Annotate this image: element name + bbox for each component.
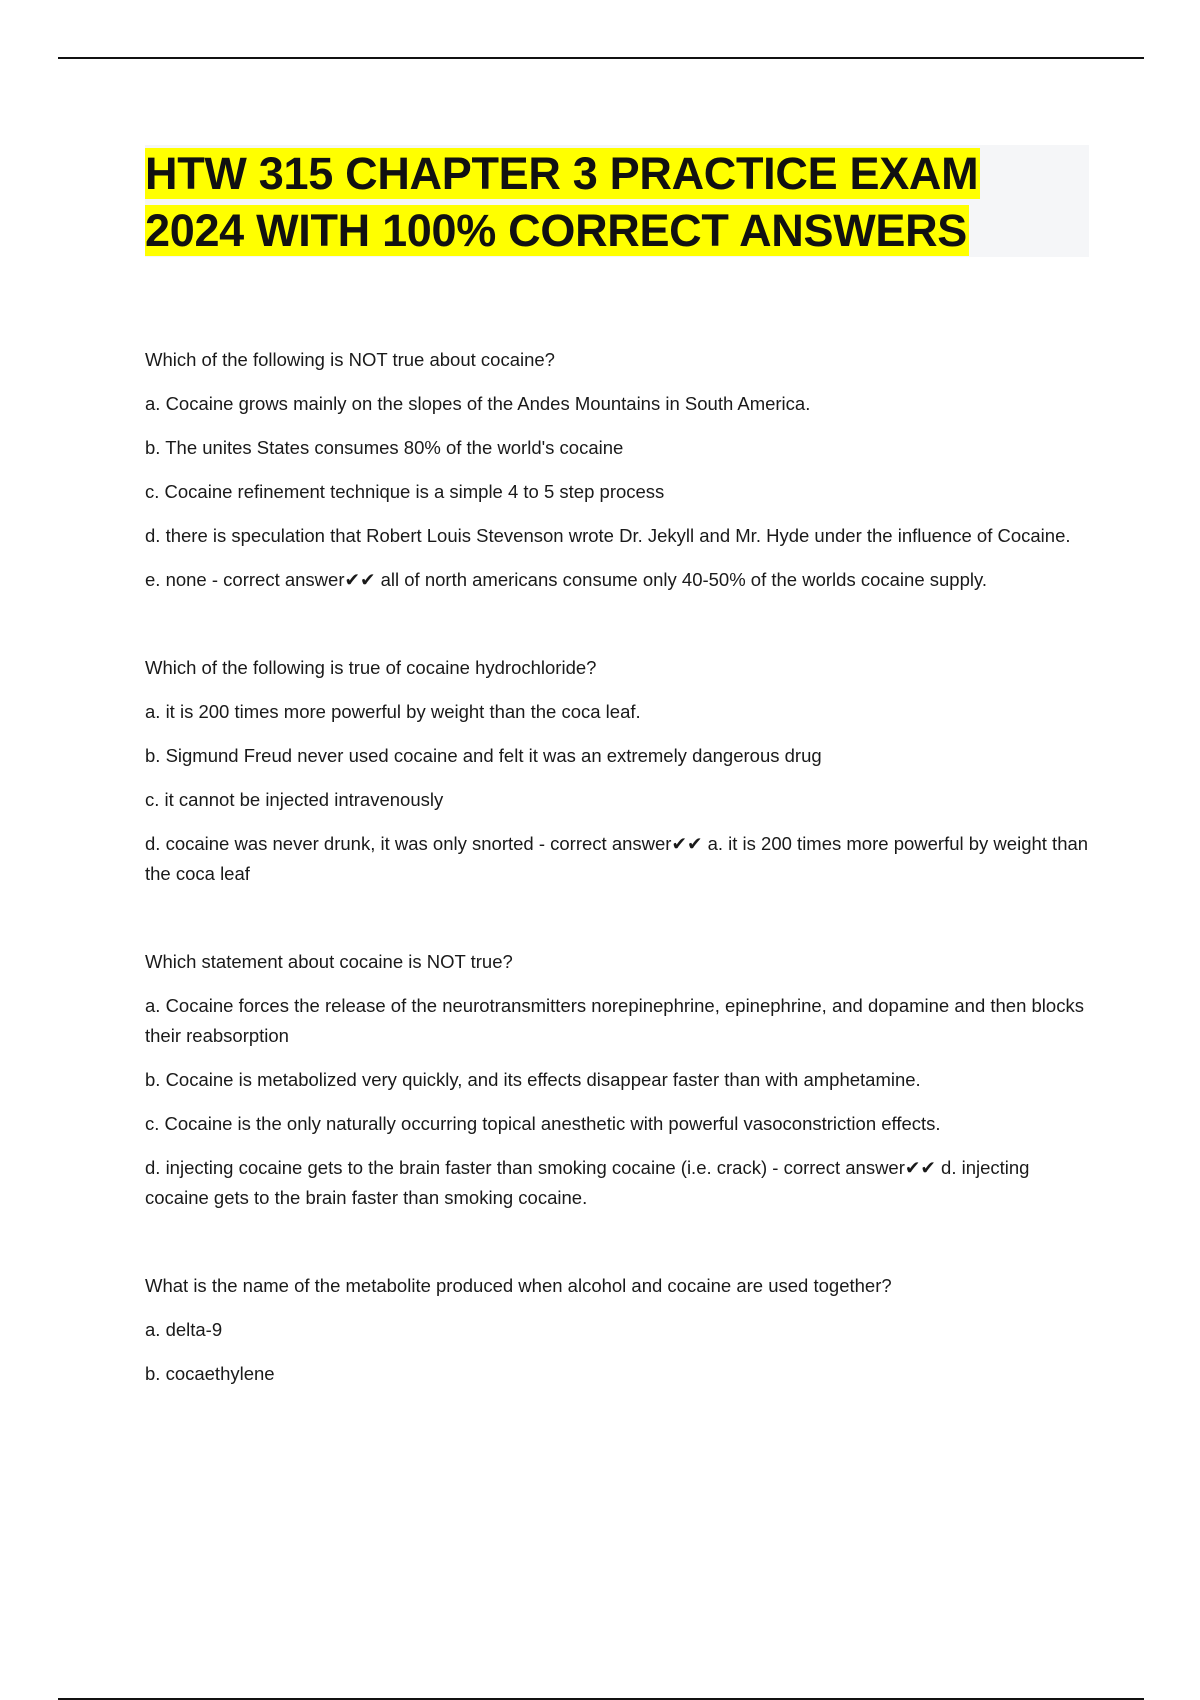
question-text: Which of the following is true of cocaine hydrochloride? xyxy=(145,657,597,678)
question-list xyxy=(145,345,1089,1447)
answer-option: b. The unites States consumes 80% of the world's cocaine xyxy=(145,437,624,458)
title-line-1: HTW 315 CHAPTER 3 PRACTICE EXAM xyxy=(145,148,979,199)
answer-option: d. there is speculation that Robert Louis Stevenson wrote Dr. Jekyll and Mr. Hyde under the influence of Cocaine. xyxy=(145,525,1071,546)
answer-option: c. Cocaine is the only naturally occurring topical anesthetic with powerful vasoconstriction effects. xyxy=(145,1113,941,1134)
question-block xyxy=(145,947,1089,1213)
top-rule xyxy=(58,57,1144,59)
title-line-2: 2024 WITH 100% CORRECT ANSWERS xyxy=(145,205,968,256)
answer-option: a. delta-9 xyxy=(145,1319,223,1340)
answer-option: b. cocaethylene xyxy=(145,1363,275,1384)
title-block xyxy=(145,145,1089,257)
answer-option: b. Sigmund Freud never used cocaine and felt it was an extremely dangerous drug xyxy=(145,745,822,766)
answer-option: a. Cocaine forces the release of the neurotransmitters norepinephrine, epinephrine, and dopamine and then blocks their reabsorption xyxy=(145,995,1084,1046)
question-block xyxy=(145,1271,1089,1389)
question-text: Which statement about cocaine is NOT true? xyxy=(145,951,513,972)
answer-option-with-correct-answer: d. cocaine was never drunk, it was only snorted - correct answer✔✔ a. it is 200 times more powerful by weight than the coca leaf xyxy=(145,833,1089,884)
answer-option: c. Cocaine refinement technique is a simple 4 to 5 step process xyxy=(145,481,665,502)
answer-option-with-correct-answer: d. injecting cocaine gets to the brain faster than smoking cocaine (i.e. crack) - correct answer✔✔ d. injecting cocaine gets to the brain faster than smoking cocaine. xyxy=(145,1157,1030,1208)
answer-option: b. Cocaine is metabolized very quickly, and its effects disappear faster than with amphetamine. xyxy=(145,1069,921,1090)
question-text: What is the name of the metabolite produced when alcohol and cocaine are used together? xyxy=(145,1275,892,1296)
answer-option: a. it is 200 times more powerful by weight than the coca leaf. xyxy=(145,701,641,722)
answer-option-with-correct-answer: e. none - correct answer✔✔ all of north americans consume only 40-50% of the worlds cocaine supply. xyxy=(145,569,987,590)
question-block xyxy=(145,345,1089,595)
answer-option: c. it cannot be injected intravenously xyxy=(145,789,444,810)
question-block xyxy=(145,653,1089,889)
answer-option: a. Cocaine grows mainly on the slopes of the Andes Mountains in South America. xyxy=(145,393,811,414)
document-title xyxy=(145,145,1089,259)
question-text: Which of the following is NOT true about cocaine? xyxy=(145,349,555,370)
